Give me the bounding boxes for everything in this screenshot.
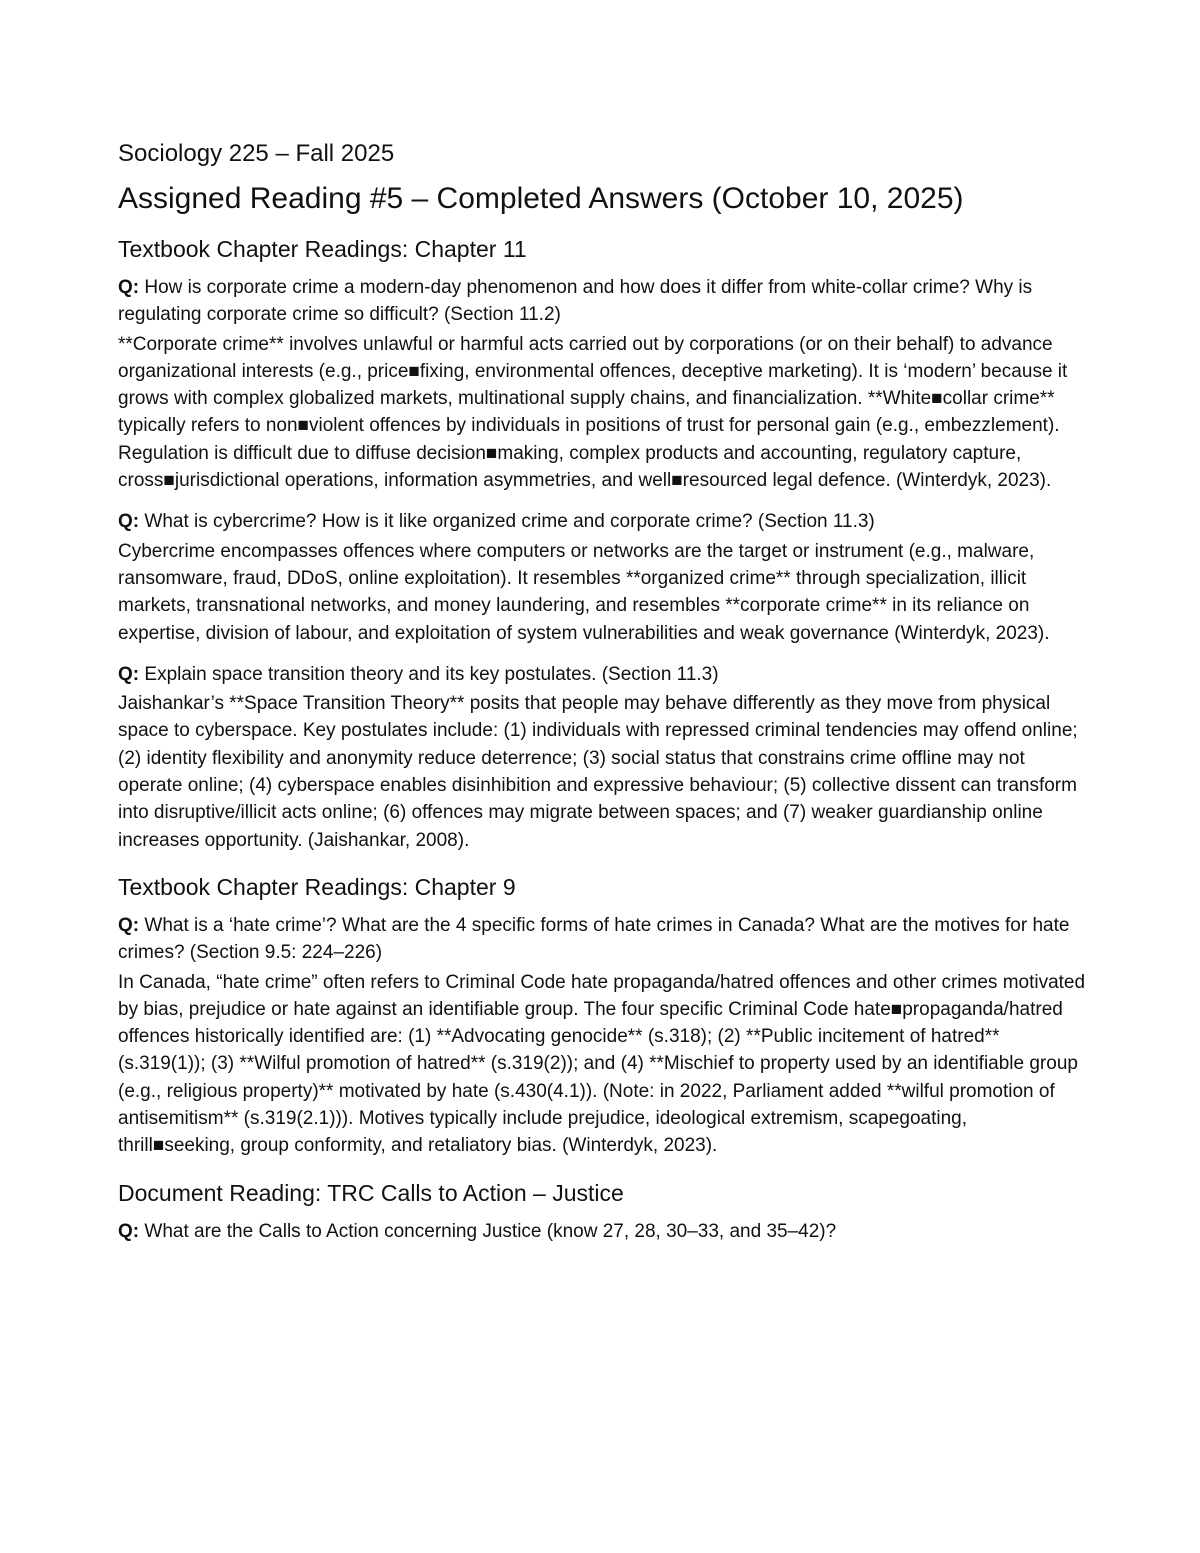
qa-item — [118, 912, 1088, 1160]
qa-item — [118, 274, 1088, 494]
section-heading: Textbook Chapter Readings: Chapter 11 — [118, 236, 527, 262]
question — [118, 912, 1088, 967]
question-label: Q: — [118, 1220, 140, 1242]
question-text: Explain space transition theory and its key postulates. (Section 11.3) — [144, 663, 719, 685]
answer-text: **Corporate crime** involves unlawful or harmful acts carried out by corporations (or on their behalf) to advance organizational interests (e.g., price■fixing, environmental offences, deceptive marketing). It is ‘modern’ because it grows with complex globalized markets, multinational supply chains, and financialization. **White■collar crime** typically refers to non■violent offences by individuals in positions of trust for personal gain (e.g., embezzlement). Regulation is difficult due to diffuse decision■making, complex products and accounting, regulatory capture, cross■jurisdictional operations, information asymmetries, and well■resourced legal defence. (Winterdyk, 2023). — [118, 333, 1068, 492]
qa-item — [118, 1218, 1088, 1245]
question-text: How is corporate crime a modern-day phenomenon and how does it differ from white-collar crime? Why is regulating corporate crime so difficult? (Section 11.2) — [118, 277, 1033, 326]
question-label: Q: — [118, 663, 140, 685]
question-label: Q: — [118, 511, 140, 533]
qa-item — [118, 508, 1088, 646]
qa-item — [118, 661, 1088, 854]
answer-text: Cybercrime encompasses offences where computers or networks are the target or instrument (e.g., malware, ransomware, fraud, DDoS, online exploitation). It resembles **organized crime** through specialization, illicit markets, transnational networks, and money laundering, and resembles **corporate crime** in its reliance on expertise, division of labour, and exploitation of system vulnerabilities and weak governance (Winterdyk, 2023). — [118, 540, 1050, 644]
question — [118, 274, 1088, 329]
question-label: Q: — [118, 277, 140, 298]
course-heading: Sociology 225 – Fall 2025 — [118, 140, 395, 167]
answer-text: In Canada, “hate crime” often refers to Criminal Code hate propaganda/hatred offences and other crimes motivated by bias, prejudice or hate against an identifiable group. The four specific Criminal Code hate■propaganda/hatred offences historically identified are: (1) **Advocating genocide** (s.318); (2) **Public incitement of hatred** (s.319(1)); (3) **Wilful promotion of hatred** (s.319(2)); and (4) **Mischief to property used by an identifiable group (e.g., religious property)** motivated by hate (s.430(4.1)). (Note: in 2022, Parliament added **wilful promotion of antisemitism** (s.319(2.1))). Motives typically include prejudice, ideological extremism, scapegoating, thrill■seeking, group conformity, and retaliatory bias. (Winterdyk, 2023). — [118, 971, 1086, 1157]
answer-text: Jaishankar’s **Space Transition Theory** posits that people may behave differently as they move from physical space to cyberspace. Key postulates include: (1) individuals with repressed criminal tendencies may offend online; (2) identity flexibility and anonymity reduce deterrence; (3) social status that constrains crime offline may not operate online; (4) cyberspace enables disinhibition and expressive behaviour; (5) collective dissent can transform into disruptive/illicit acts online; (6) offences may migrate between spaces; and (7) weaker guardianship online increases opportunity. (Jaishankar, 2008). — [118, 693, 1078, 851]
section-chapter-9 — [118, 872, 1088, 1160]
section-chapter-11 — [118, 234, 1088, 854]
document-title: Assigned Reading #5 – Completed Answers (October 10, 2025) — [118, 182, 964, 215]
question — [118, 1218, 1088, 1245]
section-heading: Document Reading: TRC Calls to Action – Justice — [118, 1179, 624, 1206]
section-heading: Textbook Chapter Readings: Chapter 9 — [118, 873, 516, 900]
question-text: What is cybercrime? How is it like organized crime and corporate crime? (Section 11.3) — [144, 511, 875, 533]
question — [118, 508, 1088, 535]
question — [118, 661, 1088, 688]
document-page — [118, 138, 1088, 1259]
section-trc-calls-to-action — [118, 1178, 1088, 1245]
question-text: What are the Calls to Action concerning Justice (know 27, 28, 30–33, and 35–42)? — [144, 1220, 837, 1242]
question-label: Q: — [118, 914, 140, 936]
question-text: What is a ‘hate crime’? What are the 4 specific forms of hate crimes in Canada? What are the motives for hate crimes? (Section 9.5: 224–226) — [118, 914, 1070, 964]
